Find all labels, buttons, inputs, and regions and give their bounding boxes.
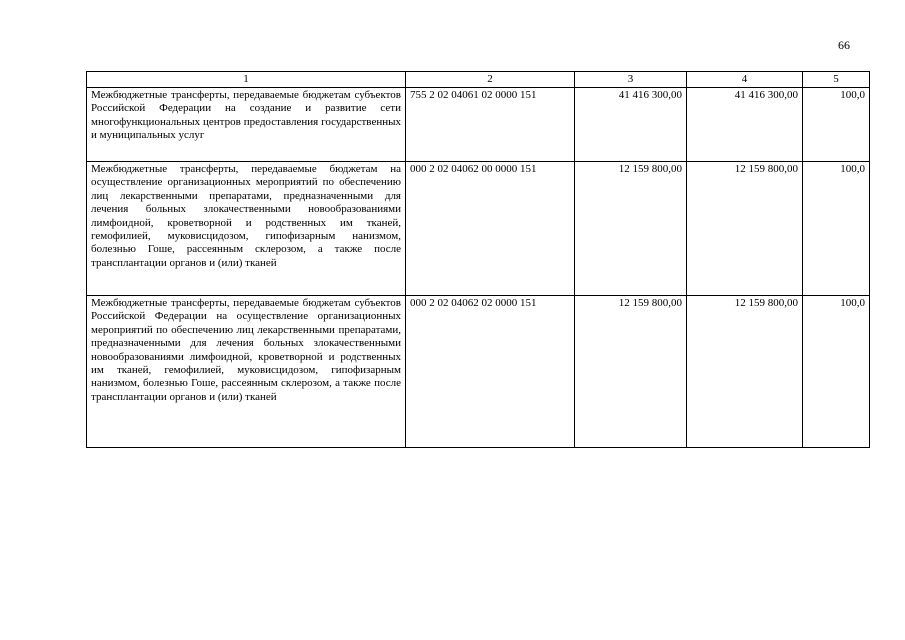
column-header-4: 4: [687, 72, 803, 88]
row-value-col5: 100,0: [803, 162, 870, 296]
table-row: [87, 296, 870, 448]
table-row: [87, 88, 870, 162]
row-value-col3: 12 159 800,00: [575, 162, 687, 296]
row-description: Межбюджетные трансферты, передаваемые бюджетам на осуществление организационных мероприятий по обеспечению лиц лекарственными препаратами, предназначенными для лечения больных злокачественными новообразованиями лимфоидной, кроветворной и родственных им тканей, гемофилией, муковисцидозом, гипофизарным нанизмом, болезнью Гоше, рассеянным склерозом, а также после трансплантации органов и (или) тканей: [87, 162, 406, 296]
page-number: 66: [838, 38, 850, 52]
row-value-col5: 100,0: [803, 88, 870, 162]
table-row: [87, 162, 870, 296]
row-value-col4: 41 416 300,00: [687, 88, 803, 162]
table-header-row: [87, 72, 870, 88]
row-value-col3: 41 416 300,00: [575, 88, 687, 162]
row-budget-code: 000 2 02 04062 02 0000 151: [406, 296, 575, 448]
column-header-5: 5: [803, 72, 870, 88]
budget-table: [86, 71, 870, 448]
row-value-col4: 12 159 800,00: [687, 162, 803, 296]
row-value-col3: 12 159 800,00: [575, 296, 687, 448]
row-budget-code: 755 2 02 04061 02 0000 151: [406, 88, 575, 162]
row-budget-code: 000 2 02 04062 00 0000 151: [406, 162, 575, 296]
row-value-col4: 12 159 800,00: [687, 296, 803, 448]
column-header-2: 2: [406, 72, 575, 88]
row-value-col5: 100,0: [803, 296, 870, 448]
row-description: Межбюджетные трансферты, передаваемые бюджетам субъектов Российской Федерации на осуществление организационных мероприятий по обеспечению лиц лекарственными препаратами, предназначенными для лечения больных злокачественными новообразованиями лимфоидной, кроветворной и родственных им тканей, гемофилией, муковисцидозом, гипофизарным нанизмом, болезнью Гоше, рассеянным склерозом, а также после трансплантации органов и (или) тканей: [87, 296, 406, 448]
column-header-1: 1: [87, 72, 406, 88]
row-description: Межбюджетные трансферты, передаваемые бюджетам субъектов Российской Федерации на создание и развитие сети многофункциональных центров предоставления государственных и муниципальных услуг: [87, 88, 406, 162]
column-header-3: 3: [575, 72, 687, 88]
